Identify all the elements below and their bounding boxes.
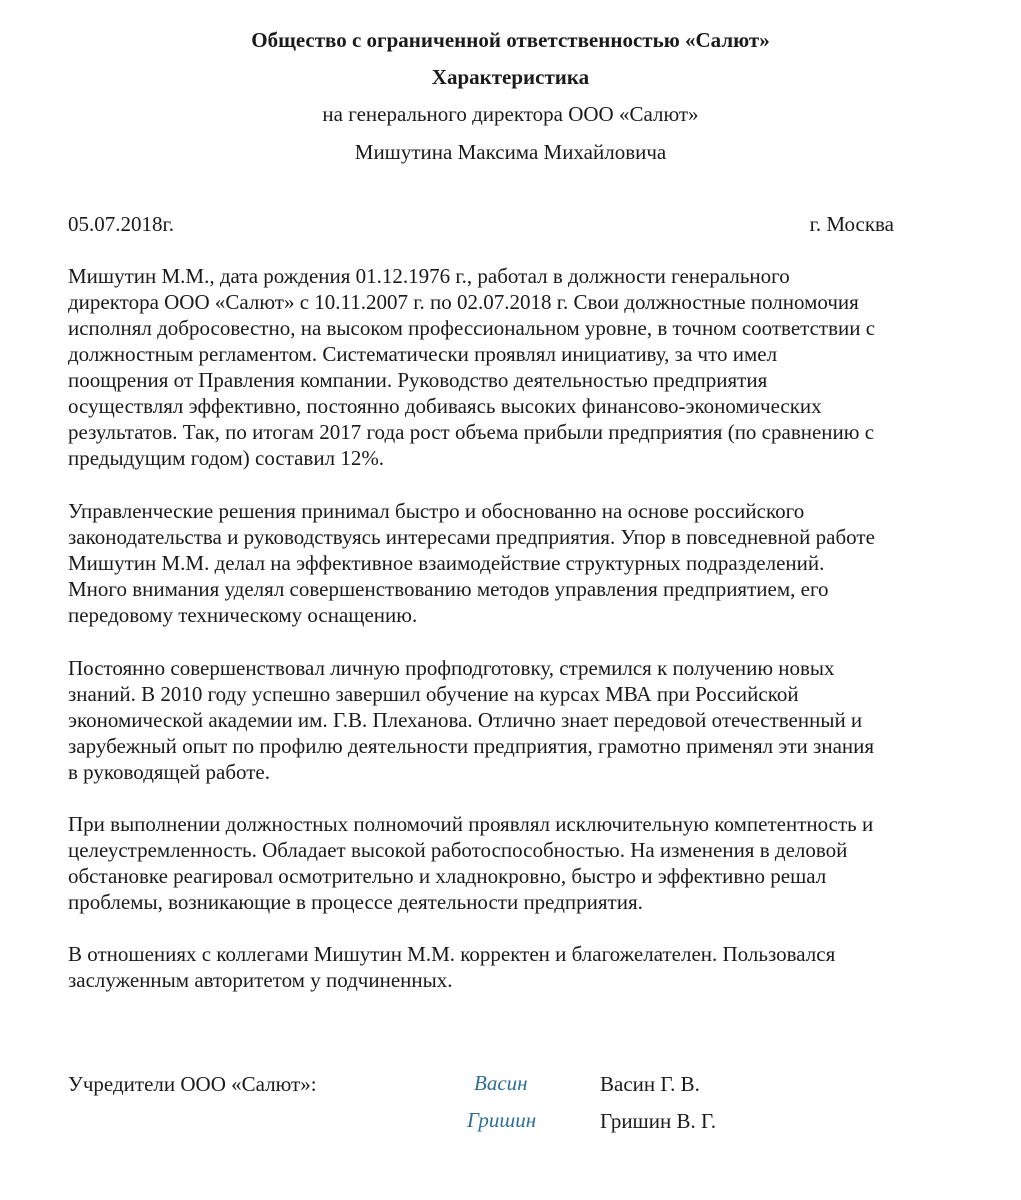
text-line: Управленческие решения принимал быстро и обоснованно на основе российского <box>68 499 805 523</box>
signatures-label: Учредители ООО «Салют»: <box>68 1072 317 1096</box>
handwritten-signature: Гришин <box>467 1108 537 1132</box>
text-line: поощрения от Правления компании. Руководство деятельностью предприятия <box>68 368 768 392</box>
text-line: заслуженным авторитетом у подчиненных. <box>68 968 453 992</box>
text-line: Постоянно совершенствовал личную профподготовку, стремился к получению новых <box>68 656 835 680</box>
text-line: предыдущим годом) составил 12%. <box>68 446 385 470</box>
text-line: обстановке реагировал осмотрительно и хладнокровно, быстро и эффективно решал <box>68 864 827 888</box>
document-city: г. Москва <box>809 212 894 236</box>
text-line: должностным регламентом. Систематически проявлял инициативу, за что имел <box>68 342 778 366</box>
text-line: экономической академии им. Г.В. Плеханова. Отлично знает передовой отечественный и <box>68 708 863 732</box>
handwritten-signature: Васин <box>474 1071 528 1095</box>
text-line: проблемы, возникающие в процессе деятельности предприятия. <box>68 890 643 914</box>
paragraph-1 <box>68 263 968 471</box>
text-line: осуществлял эффективно, постоянно добиваясь высоких финансово-экономических <box>68 394 822 418</box>
text-line: результатов. Так, по итогам 2017 года рост объема прибыли предприятия (по сравнению с <box>68 420 875 444</box>
text-line: целеустремленность. Обладает высокой работоспособностью. На изменения в деловой <box>68 838 848 862</box>
text-line: При выполнении должностных полномочий проявлял исключительную компетентность и <box>68 812 874 836</box>
paragraph-2 <box>68 498 968 628</box>
text-line: передовому техническому оснащению. <box>68 603 418 627</box>
document-title: Характеристика <box>431 65 590 89</box>
text-line: Мишутин М.М., дата рождения 01.12.1976 г., работал в должности генерального <box>68 264 790 288</box>
text-line: Мишутин М.М. делал на эффективное взаимодействие структурных подразделений. <box>68 551 825 575</box>
text-line: знаний. В 2010 году успешно завершил обучение на курсах МВА при Российской <box>68 682 799 706</box>
paragraph-3 <box>68 655 968 785</box>
text-line: в руководящей работе. <box>68 760 270 784</box>
document-date: 05.07.2018г. <box>68 212 174 236</box>
person-name: Мишутина Максима Михайловича <box>354 140 667 164</box>
document-subtitle: на генерального директора ООО «Салют» <box>322 102 699 126</box>
text-line: директора ООО «Салют» с 10.11.2007 г. по 02.07.2018 г. Свои должностные полномочия <box>68 290 859 314</box>
text-line: В отношениях с коллегами Мишутин М.М. корректен и благожелателен. Пользовался <box>68 942 836 966</box>
organization-name: Общество с ограниченной ответственностью «Салют» <box>251 28 770 52</box>
signer-name: Гришин В. Г. <box>600 1109 716 1133</box>
paragraph-5 <box>68 941 968 993</box>
text-line: зарубежный опыт по профилю деятельности предприятия, грамотно применял эти знания <box>68 734 875 758</box>
paragraph-4 <box>68 811 968 915</box>
text-line: исполнял добросовестно, на высоком профессиональном уровне, в точном соответствии с <box>68 316 876 340</box>
signer-name: Васин Г. В. <box>600 1072 700 1096</box>
text-line: законодательства и руководствуясь интересами предприятия. Упор в повседневной работе <box>68 525 875 549</box>
text-line: Много внимания уделял совершенствованию методов управления предприятием, его <box>68 577 829 601</box>
